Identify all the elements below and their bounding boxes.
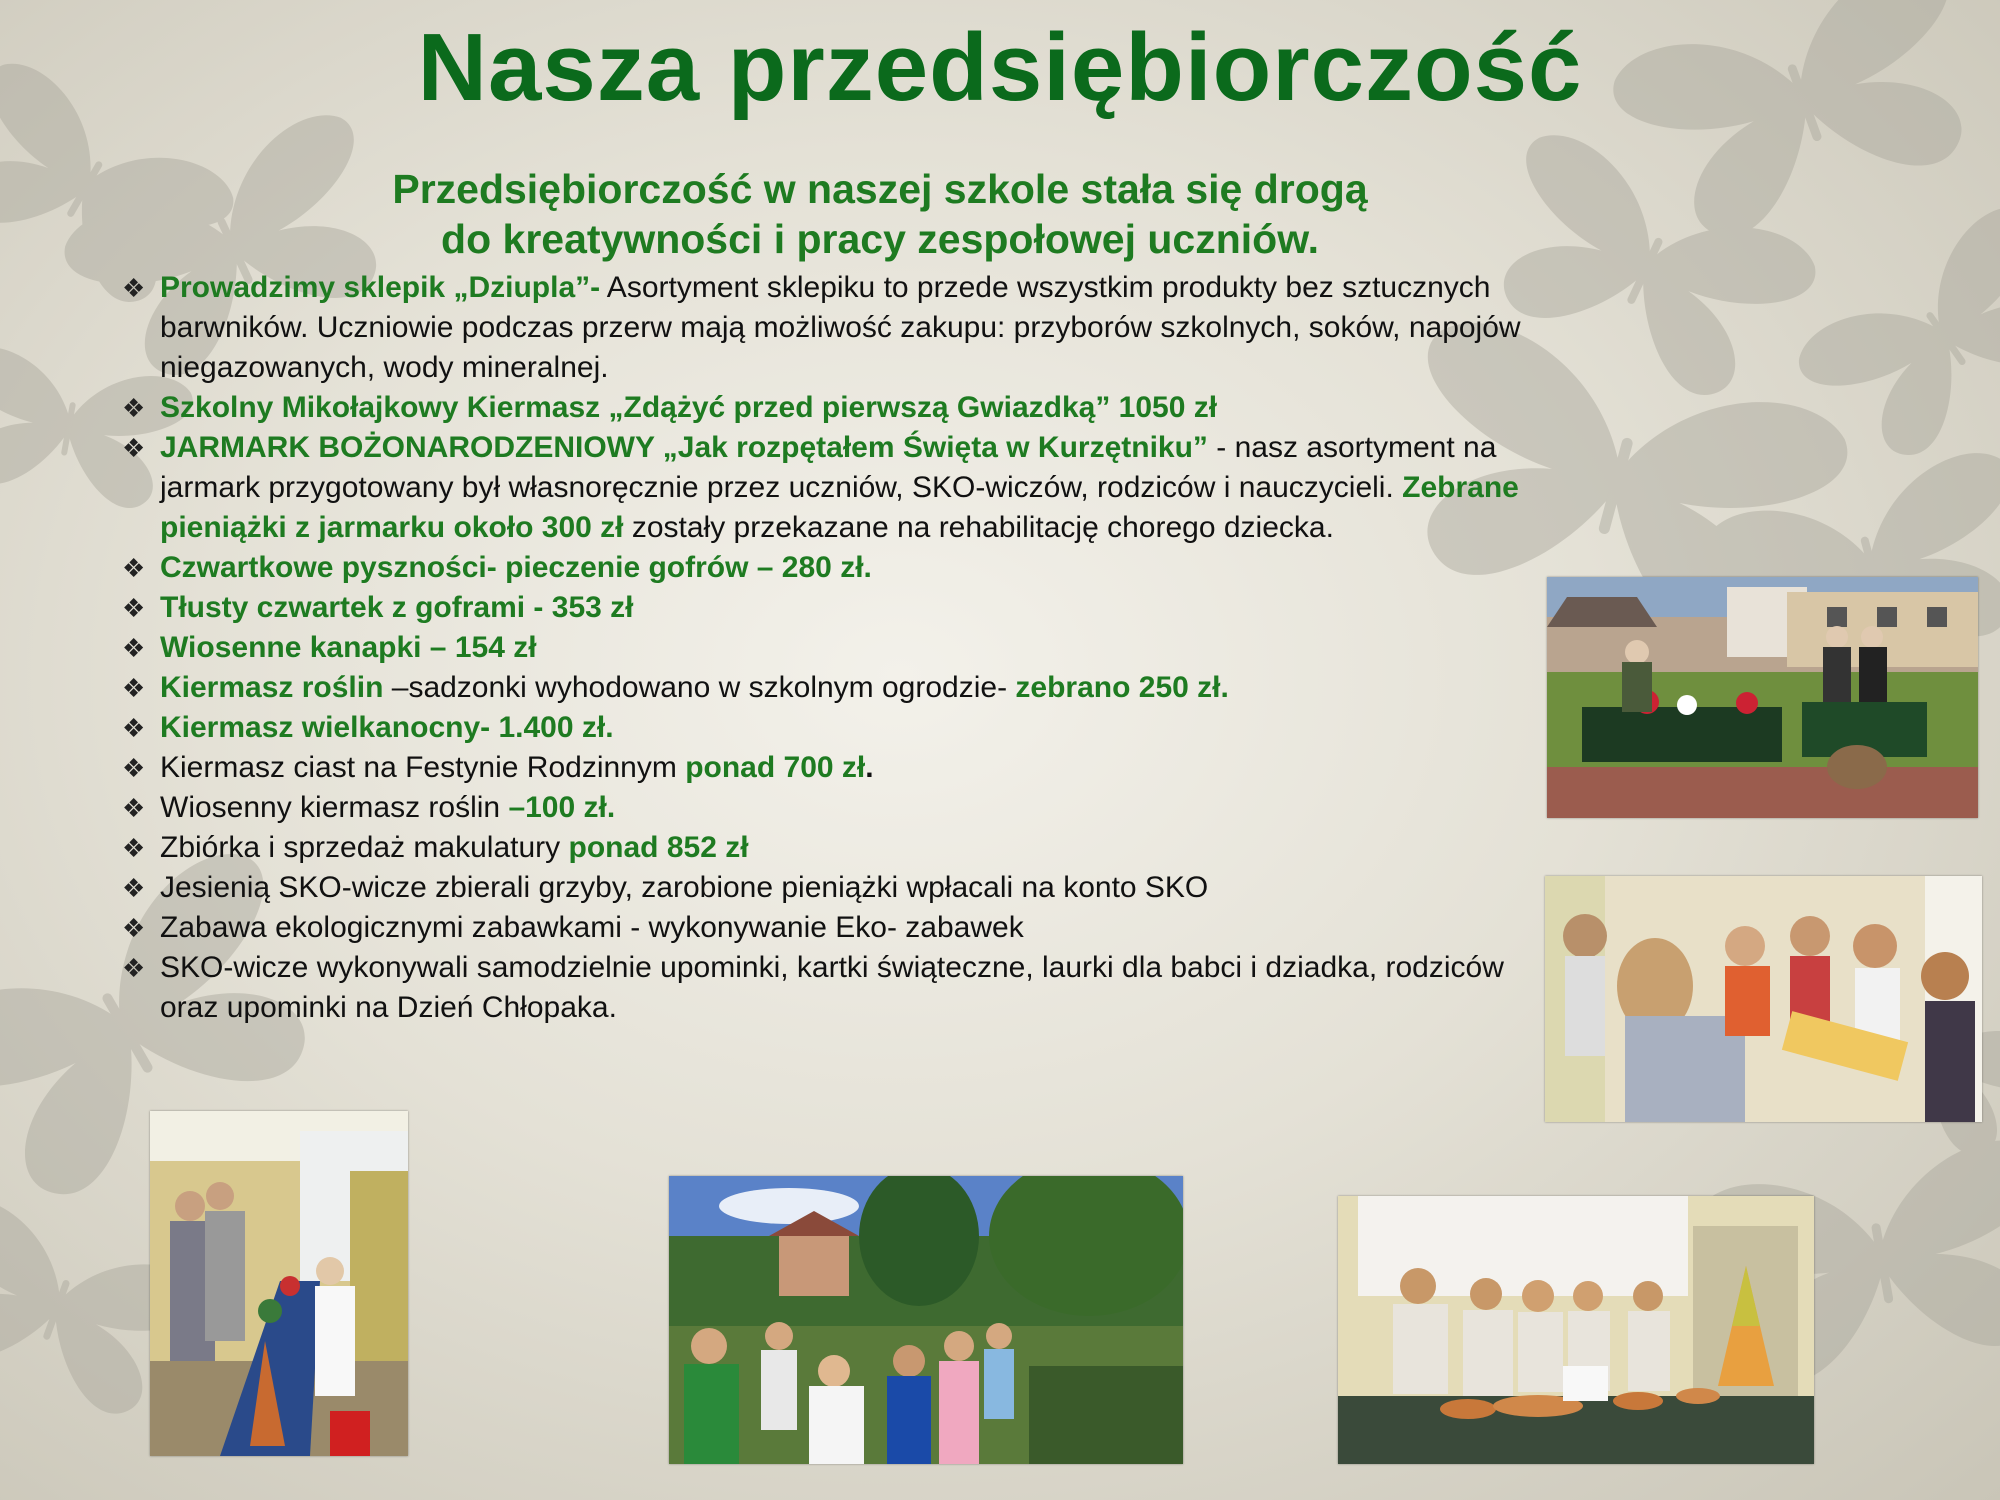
- item-highlight: Kiermasz wielkanocny- 1.400 zł.: [160, 711, 614, 744]
- item-text-2: zostały przekazane na rehabilitację chorego dziecka.: [623, 511, 1334, 544]
- item-highlight-2: Zebrane pieniążki z jarmarku około 300 zł: [160, 471, 1519, 544]
- list-item: [122, 748, 1522, 788]
- bullet-icon: ❖: [122, 833, 146, 863]
- item-highlight-2: –100 zł.: [508, 791, 616, 824]
- item-text: –sadzonki wyhodowano w szkolnym ogrodzie-: [383, 671, 1016, 704]
- photo-healthy-food-class: [1338, 1196, 1814, 1464]
- bullet-icon: ❖: [122, 593, 146, 623]
- bullet-icon: ❖: [122, 553, 146, 583]
- list-item: [122, 708, 1522, 748]
- list-item: [122, 548, 1522, 588]
- item-text-2: .: [865, 751, 874, 784]
- photo-outdoor-fair: [1547, 577, 1978, 818]
- list-item: [122, 668, 1522, 708]
- bullet-icon: ❖: [122, 713, 146, 743]
- bullet-icon: ❖: [122, 673, 146, 703]
- item-text: - nasz asortyment na jarmark przygotowany był własnoręcznie przez uczniów, SKO-wiczów, rodziców i nauczycieli.: [160, 431, 1497, 504]
- item-highlight: Prowadzimy sklepik „Dziupla”-: [160, 271, 601, 304]
- bullet-icon: ❖: [122, 633, 146, 663]
- list-item: [122, 388, 1522, 428]
- bullet-icon: ❖: [122, 913, 146, 943]
- item-text: Asortyment sklepiku to przede wszystkim produkty bez sztucznych barwników. Uczniowie podczas przerw mają możliwość zakupu: przyborów szkolnych, soków, napojów niegazowanych, wody mineralnej.: [160, 271, 1521, 384]
- list-item: [122, 428, 1522, 548]
- photo-children-classroom: [1545, 876, 1982, 1122]
- activities-list: [122, 268, 1522, 1028]
- item-highlight: Szkolny Mikołajkowy Kiermasz „Zdążyć przed pierwszą Gwiazdką” 1050 zł: [160, 391, 1218, 424]
- bullet-icon: ❖: [122, 953, 146, 983]
- list-item: [122, 868, 1522, 908]
- list-item: [122, 628, 1522, 668]
- bullet-icon: ❖: [122, 393, 146, 423]
- subtitle-line-1: Przedsiębiorczość w naszej szkole stała się drogą: [392, 166, 1368, 212]
- item-text: Zabawa ekologicznymi zabawkami - wykonywanie Eko- zabawek: [160, 911, 1024, 944]
- bullet-icon: ❖: [122, 873, 146, 903]
- page-title: Nasza przedsiębiorczość: [417, 14, 1583, 121]
- item-highlight: JARMARK BOŻONARODZENIOWY „Jak rozpętałem Święta w Kurzętniku”: [160, 431, 1208, 464]
- bullet-icon: ❖: [122, 793, 146, 823]
- item-text: SKO-wicze wykonywali samodzielnie upominki, kartki świąteczne, laurki dla babci i dziadka, rodziców oraz upominki na Dzień Chłopaka.: [160, 951, 1504, 1024]
- list-item: [122, 268, 1522, 388]
- photo-cake-fair: [150, 1111, 408, 1456]
- subtitle-line-2: do kreatywności i pracy zespołowej uczniów.: [441, 216, 1319, 262]
- item-highlight: Wiosenne kanapki – 154 zł: [160, 631, 537, 664]
- list-item: [122, 828, 1522, 868]
- item-text: Kiermasz ciast na Festynie Rodzinnym: [160, 751, 686, 784]
- item-text: Jesienią SKO-wicze zbierali grzyby, zarobione pieniążki wpłacali na konto SKO: [160, 871, 1209, 904]
- photo-family-festival: [669, 1176, 1183, 1464]
- item-highlight: Kiermasz roślin: [160, 671, 384, 704]
- bullet-icon: ❖: [122, 753, 146, 783]
- list-item: [122, 908, 1522, 948]
- subtitle: [140, 164, 1620, 264]
- list-item: [122, 948, 1522, 1028]
- item-text: Zbiórka i sprzedaż makulatury: [160, 831, 569, 864]
- bullet-icon: ❖: [122, 433, 146, 463]
- item-highlight-2: zebrano 250 zł.: [1015, 671, 1229, 704]
- item-text: Wiosenny kiermasz roślin: [160, 791, 509, 824]
- list-item: [122, 588, 1522, 628]
- item-highlight-2: ponad 852 zł: [568, 831, 749, 864]
- item-highlight-2: ponad 700 zł: [685, 751, 866, 784]
- list-item: [122, 788, 1522, 828]
- item-highlight: Czwartkowe pyszności- pieczenie gofrów – 280 zł.: [160, 551, 872, 584]
- bullet-icon: ❖: [122, 273, 146, 303]
- item-highlight: Tłusty czwartek z goframi - 353 zł: [160, 591, 634, 624]
